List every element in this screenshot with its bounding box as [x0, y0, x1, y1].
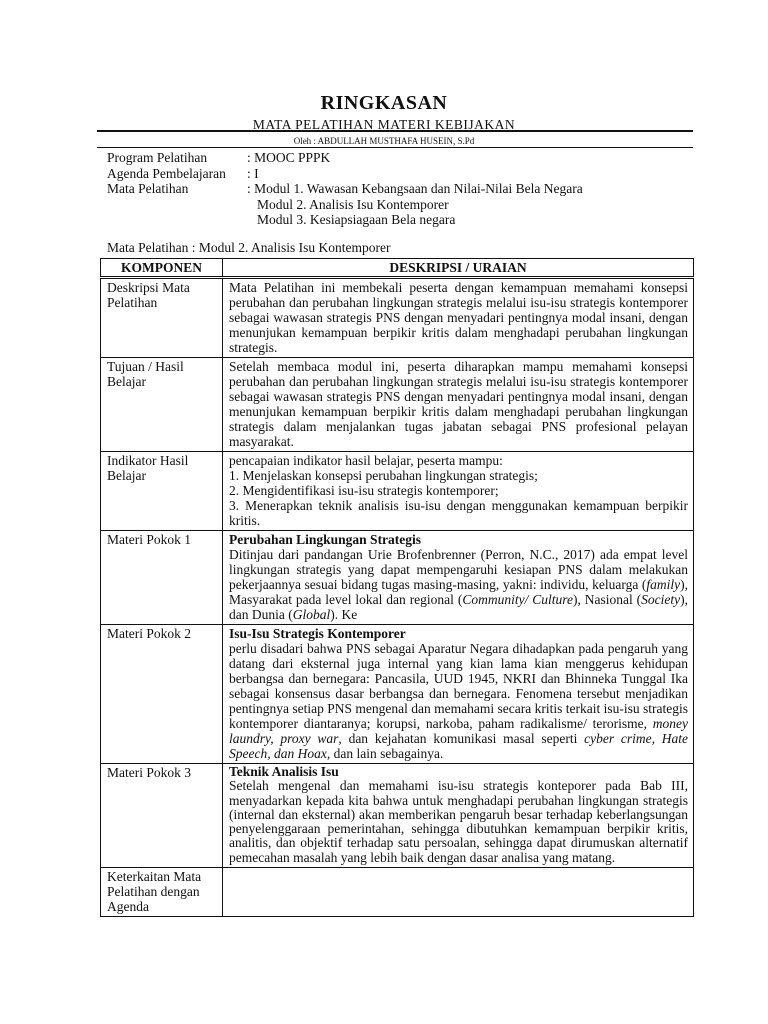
row-label: Materi Pokok 3: [101, 764, 223, 868]
row-label: Keterkaitan Mata Pelatihan dengan Agenda: [101, 868, 223, 917]
table-row: [101, 764, 694, 868]
table-row: [101, 625, 694, 764]
table-row: [101, 868, 694, 917]
row-description: [223, 531, 694, 625]
topic-text: Setelah mengenal dan memahami isu-isu strategis konteporer pada Bab III, menyadarkan kepada kita bahwa untuk menghadapi perubahan lingkungan strategis (internal dan eksternal) akan memberikan pengaruh besar terhadap keberlangsungan penyelenggaraan pemerintahan, sehingga dibutuhkan kemampuan berpikir kritis, analitis, dan objektif terhadap satu persoalan, sehingga dapat dirumuskan alternatif pemecahan masalah yang lebih baik dengan dasar analisa yang matang.: [229, 778, 688, 865]
indicator-intro: pencapaian indikator hasil belajar, peserta mampu:: [229, 453, 503, 468]
row-label: Materi Pokok 1: [101, 531, 223, 625]
title-rule: [97, 130, 693, 132]
row-description: [223, 452, 694, 531]
header-komponen: KOMPONEN: [101, 259, 223, 278]
row-label: Materi Pokok 2: [101, 625, 223, 764]
text-part: ), dan Dunia (: [229, 592, 689, 622]
topic-text: [229, 641, 688, 761]
topic-text: [229, 547, 688, 622]
text-part: ), Nasional (: [572, 592, 642, 607]
info-row-mata: [107, 181, 583, 228]
header-deskripsi: DESKRIPSI / URAIAN: [223, 259, 694, 278]
table-row: [101, 452, 694, 531]
row-description: Setelah membaca modul ini, peserta diharapkan mampu memahami konsepsi perubahan dan perubahan lingkungan strategis melalui isu-isu strategis kontemporer sebagai wawasan strategis PNS dengan menyadari pentingnya modal insani, dengan menunjukan kemampuan berpikir kritis dalam menghadapi perubahan lingkungan strategis dalam menjalankan tugas jabatan sebagai PNS profesional pelayan masyarakat.: [223, 358, 694, 452]
mata-value: [247, 181, 583, 228]
topic-heading: Isu-Isu Strategis Kontemporer: [229, 626, 406, 641]
author-line: Oleh : ABDULLAH MUSTHAFA HUSEIN, S.Pd: [293, 136, 475, 146]
row-description: [223, 868, 694, 917]
row-label: Deskripsi Mata Pelatihan: [101, 278, 223, 358]
summary-table: [100, 258, 694, 917]
table-row: [101, 278, 694, 358]
text-part: , dan lain sebagainya.: [326, 746, 444, 761]
agenda-label: Agenda Pembelajaran: [107, 165, 226, 181]
italic-term: cyber crime, Hate Speech, dan Hoax: [229, 731, 689, 761]
document-subtitle: MATA PELATIHAN MATERI KEBIJAKAN: [252, 117, 516, 132]
row-description: [223, 764, 694, 868]
module-2: Modul 2. Analisis Isu Kontemporer: [257, 196, 449, 212]
row-label: Tujuan / Hasil Belajar: [101, 358, 223, 452]
italic-term: Community/ Culture: [462, 592, 573, 607]
text-part: ), Masyarakat pada level lokal dan regional (: [229, 577, 688, 607]
info-row-program: [107, 150, 583, 166]
topic-heading: Perubahan Lingkungan Strategis: [229, 532, 422, 547]
text-part: perlu disadari bahwa PNS sebagai Aparatur Negara dihadapkan pada pengaruh yang datang dari eksternal juga internal yang kian lama kian menggerus kehidupan berbangsa dan bernegara: Pancasila, UUD 1945, NKRI dan Bhinneka Tunggal Ika sebagai konsensus dasar berbangsa dan bernegara. Fenomena tersebut menjadikan pentingnya setiap PNS mengenal dan memahami secara kritis terkait isu-isu strategis kontemporer diantaranya; korupsi, narkoba, paham radikalisme/ terorisme,: [229, 641, 688, 731]
indicator-item: 2. Mengidentifikasi isu-isu strategis kontemporer;: [229, 483, 499, 498]
italic-term: Global: [292, 607, 331, 622]
topic-heading: Teknik Analisis Isu: [229, 764, 339, 779]
info-block: [107, 150, 583, 228]
text-part: Ditinjau dari pandangan Urie Brofenbrenner (Perron, N.C., 2017) ada empat level lingkungan strategis yang dapat mempengaruhi kesiapan PNS dalam melakukan pekerjaannya sesuai bidang tugas masing-masing, yakni: individu, keluarga (: [229, 547, 688, 592]
italic-term: family: [646, 577, 681, 592]
table-row: [101, 531, 694, 625]
agenda-value: : I: [247, 165, 259, 181]
row-description: [223, 625, 694, 764]
module-1: : Modul 1. Wawasan Kebangsaan dan Nilai-Nilai Bela Negara: [247, 181, 583, 196]
text-part: , dan kejahatan komunikasi masal seperti: [338, 731, 585, 746]
table-row: [101, 358, 694, 452]
program-label: Program Pelatihan: [107, 150, 208, 165]
author-rule: [97, 147, 693, 148]
text-part: ). Ke: [330, 607, 358, 622]
mata-label: Mata Pelatihan: [107, 181, 189, 196]
info-row-agenda: [107, 166, 583, 182]
row-label: Indikator Hasil Belajar: [101, 452, 223, 531]
module-3: Modul 3. Kesiapsiagaan Bela negara: [257, 212, 456, 227]
program-value: : MOOC PPPK: [247, 150, 331, 165]
document-title: RINGKASAN: [320, 92, 448, 114]
italic-term: Society: [641, 592, 681, 607]
selected-module-line: Mata Pelatihan : Modul 2. Analisis Isu Kontemporer: [107, 240, 391, 255]
italic-term: money laundry, proxy war: [229, 716, 688, 746]
indicator-item: 3. Menerapkan teknik analisis isu-isu dengan menggunakan kemampuan berpikir kritis.: [229, 498, 688, 528]
indicator-item: 1. Menjelaskan konsepsi perubahan lingkungan strategis;: [229, 468, 538, 483]
row-description: Mata Pelatihan ini membekali peserta dengan kemampuan memahami konsepsi perubahan dan perubahan lingkungan strategis melalui isu-isu strategis kontemporer sebagai wawasan strategis PNS dengan menyadari pentingnya modal insani, dengan menunjukan kemampuan berpikir kritis dalam menghadapi perubahan lingkungan strategis.: [223, 278, 694, 358]
table-header-row: [101, 259, 694, 278]
